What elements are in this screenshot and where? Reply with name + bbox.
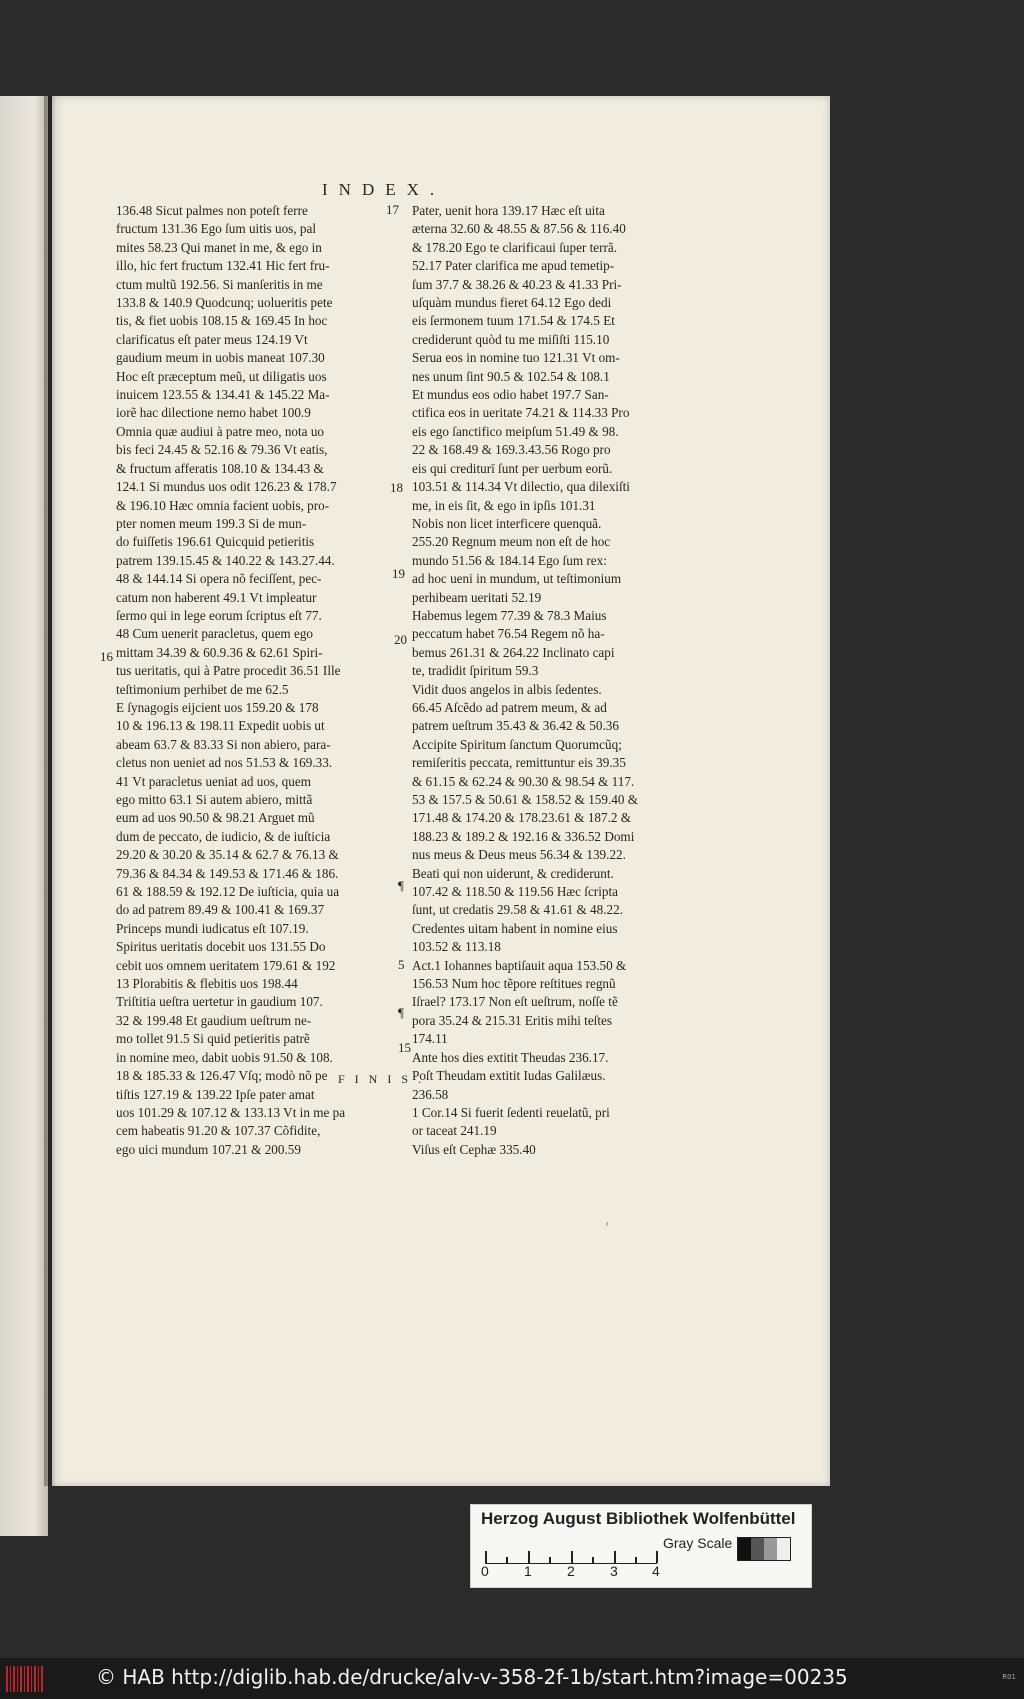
index-line: Nobis non licet interficere quenquã. [412,515,602,531]
barcode-icon [6,1666,44,1692]
index-line: tis, & fiet uobis 108.15 & 169.45 In hoc [116,313,328,329]
index-line: ego uici mundum 107.21 & 200.59 [116,1141,301,1157]
index-line: inuicem 123.55 & 134.41 & 145.22 Ma- [116,387,330,403]
index-line: ſunt, ut credatis 29.58 & 41.61 & 48.22. [412,902,623,918]
index-line: Princeps mundi iudicatus eſt 107.19. [116,920,309,936]
footer-url[interactable]: © HAB http://diglib.hab.de/drucke/alv-v-358-2f-1b/start.htm?image=00235 [96,1665,848,1689]
index-line: ego mitto 63.1 Si autem abiero, mittã [116,792,313,807]
index-line: Poſt Theudam extitit Iudas Galilæus. [412,1068,606,1084]
index-line: 124.1 Si mundus uos odit 126.23 & 178.7 [116,479,337,495]
scale-number: 1 [524,1563,532,1579]
index-line: illo, hic fert fructum 132.41 Hic fert fru- [116,258,330,274]
margin-number: 15 [398,1040,411,1055]
index-line: 61 & 188.59 & 192.12 De iuſticia, quia ua [116,884,340,900]
index-line: 174.11 [412,1031,448,1047]
index-line: 53 & 157.5 & 50.61 & 158.52 & 159.40 & [412,792,639,807]
index-line: Beati qui non uiderunt, & crediderunt. [412,865,614,881]
index-line: pora 35.24 & 215.31 Eritis mihi teſtes [412,1012,612,1028]
index-line: 48 Cum uenerit paracletus, quem ego [116,626,314,642]
margin-number: 5 [398,957,405,972]
index-line: remiſeritis peccata, remittuntur eis 39.35 [412,755,626,771]
index-line: patrem 139.15.45 & 140.22 & 143.27.44. [116,552,335,568]
index-line: uos 101.29 & 107.12 & 133.13 Vt in me pa [116,1104,346,1120]
index-line: pter nomen meum 199.3 Si de mun- [116,515,307,531]
index-line: eis ſermonem tuum 171.54 & 174.5 Et [412,313,615,329]
index-line: Serua eos in nomine tuo 121.31 Vt om- [412,350,620,366]
finis-mark: FINIS. [338,1072,432,1086]
index-line: gaudium meum in uobis maneat 107.30 [116,350,325,366]
color-scale-card [470,1504,812,1588]
index-line: Omnia quæ audiui à patre meo, nota uo [116,423,325,439]
index-line: & 61.15 & 62.24 & 90.30 & 98.54 & 117. [412,773,635,789]
index-line: cletus non ueniet ad nos 51.53 & 169.33. [116,755,333,771]
index-line: mundo 51.56 & 184.14 Ego ſum rex: [412,552,607,568]
index-line: 255.20 Regnum meum non eſt de hoc [412,534,611,550]
index-line: Hoc eſt præceptum meũ, ut diligatis uos [116,368,327,384]
index-line: perhibeam ueritati 52.19 [412,589,542,605]
index-line: 156.53 Num hoc tẽpore reſtitues regnũ [412,976,616,992]
gray-scale-label: Gray Scale [663,1535,733,1551]
index-line: te, tradidit ſpiritum 59.3 [412,663,539,679]
index-line: ſermo qui in lege eorum ſcriptus eſt 77. [116,607,322,623]
page-header: INDEX. [322,180,446,199]
library-name: Herzog August Bibliothek Wolfenbüttel [481,1509,796,1528]
index-line: æterna 32.60 & 48.55 & 87.56 & 116.40 [412,221,626,237]
index-line: ctifica eos in ueritate 74.21 & 114.33 Pro [412,405,630,421]
index-line: Pater, uenit hora 139.17 Hæc eſt uita [412,203,605,218]
scale-number: 4 [652,1563,660,1579]
previous-page-edge [0,96,48,1536]
index-line: mo tollet 91.5 Si quid petieritis patrẽ [116,1031,310,1047]
index-line: Viſus eſt Cephæ 335.40 [412,1141,536,1157]
index-line: clarificatus eſt pater meus 124.19 Vt [116,331,308,347]
index-line: Triſtitia ueſtra uertetur in gaudium 107. [116,994,323,1010]
index-line: Iſrael? 173.17 Non eſt ueſtrum, noſſe tẽ [412,994,618,1010]
index-line: or taceat 241.19 [412,1123,497,1139]
index-line: 136.48 Sicut palmes non poteſt ferre [116,203,308,218]
index-line: eum ad uos 90.50 & 98.21 Arguet mũ [116,810,315,826]
index-line: Ante hos dies extitit Theudas 236.17. [412,1049,609,1065]
pilcrow-mark: ¶ [398,1005,404,1020]
index-line: Credentes uitam habent in nomine eius [412,920,618,936]
index-line: 18 & 185.33 & 126.47 Vſq; modò nõ pe [116,1068,328,1084]
margin-number: 19 [392,566,405,581]
index-line: nus meus & Deus meus 56.34 & 139.22. [412,847,626,863]
index-line: 1 Cor.14 Si fuerit ſedenti reuelatũ, pri [412,1104,610,1120]
index-right-column [412,202,676,1159]
index-line: iorẽ hac dilectione nemo habet 100.9 [116,405,311,421]
scale-number: 3 [610,1563,618,1579]
index-line: 103.51 & 114.34 Vt dilectio, qua dilexiſti [412,479,630,495]
pilcrow-mark: ¶ [398,878,404,893]
index-line: 236.58 [412,1086,449,1102]
index-line: 66.45 Aſcẽdo ad patrem meum, & ad [412,699,607,715]
margin-number: 16 [100,649,113,664]
index-line: & fructum afferatis 108.10 & 134.43 & [116,460,324,476]
margin-number: 18 [390,480,403,495]
gutter-shadow [44,96,56,1486]
index-line: in nomine meo, dabit uobis 91.50 & 108. [116,1049,333,1065]
scale-number: 2 [567,1563,575,1579]
index-line: do ad patrem 89.49 & 100.41 & 169.37 [116,902,325,918]
index-line: 29.20 & 30.20 & 35.14 & 62.7 & 76.13 & [116,847,339,863]
index-line: patrem ueſtrum 35.43 & 36.42 & 50.36 [412,718,619,734]
index-line: abeam 63.7 & 83.33 Si non abiero, para- [116,736,331,752]
index-line: crediderunt quòd tu me miſiſti 115.10 [412,331,610,347]
index-line: 103.52 & 113.18 [412,939,501,955]
index-line: catum non haberent 49.1 Vt impleatur [116,589,317,605]
index-line: Spiritus ueritatis docebit uos 131.55 Do [116,939,326,955]
scale-number: 0 [481,1563,489,1579]
index-line: Vidit duos angelos in albis ſedentes. [412,681,602,697]
index-line: fructum 131.36 Ego ſum uitis uos, pal [116,221,316,237]
footer-code: R01 [1002,1673,1016,1681]
index-line: peccatum habet 76.54 Regem nõ ha- [412,626,605,642]
ink-blot: ʹ [605,1220,610,1239]
index-line: eis qui crediturī ſunt per uerbum eorũ. [412,460,613,476]
index-line: teſtimonium perhibet de me 62.5 [116,681,289,697]
index-line: 48 & 144.14 Si opera nõ feciſſent, pec- [116,571,322,587]
index-line: ad hoc ueni in mundum, ut teſtimonium [412,571,622,587]
index-line: eis ego ſanctifico meipſum 51.49 & 98. [412,423,619,439]
index-line: 22 & 168.49 & 169.3.43.56 Rogo pro [412,442,611,458]
index-line: tiſtis 127.19 & 139.22 Ipſe pater amat [116,1086,315,1102]
index-line: 32 & 199.48 Et gaudium ueſtrum ne- [116,1012,312,1028]
index-line: cem habeatis 91.20 & 107.37 Cõfidite, [116,1123,321,1139]
index-line: bis feci 24.45 & 52.16 & 79.36 Vt eatis, [116,442,328,458]
margin-number: 20 [394,632,407,647]
index-line: 10 & 196.13 & 198.11 Expedit uobis ut [116,718,325,734]
index-line: 133.8 & 140.9 Quodcunq; uolueritis pete [116,295,333,311]
index-line: mittam 34.39 & 60.9.36 & 62.61 Spiri- [116,644,323,660]
footer-bar [0,1658,1024,1699]
index-line: 188.23 & 189.2 & 192.16 & 336.52 Domi [412,828,635,844]
index-line: Act.1 Iohannes baptiſauit aqua 153.50 & [412,957,627,973]
index-line: bemus 261.31 & 264.22 Inclinato capi [412,644,615,660]
index-line: Habemus legem 77.39 & 78.3 Maius [412,607,607,623]
gray-scale-bar [737,1537,791,1561]
index-line: ctum multũ 192.56. Si manſeritis in me [116,276,323,292]
index-line: 79.36 & 84.34 & 149.53 & 171.46 & 186. [116,865,339,881]
index-line: do fuiſſetis 196.61 Quicquid petieritis [116,534,315,550]
index-left-column [116,202,384,1159]
index-line: 107.42 & 118.50 & 119.56 Hæc ſcripta [412,884,618,900]
index-line: 13 Plorabitis & flebitis uos 198.44 [116,976,298,992]
index-line: dum de peccato, de iudicio, & de iuſticia [116,828,331,844]
index-line: 41 Vt paracletus ueniat ad uos, quem [116,773,311,789]
index-line: & 178.20 Ego te clarificaui ſuper terrã. [412,239,618,255]
index-line: tus ueritatis, qui à Patre procedit 36.51 Ille [116,663,341,679]
index-line: Et mundus eos odio habet 197.7 San- [412,387,609,403]
index-line: 52.17 Pater clarifica me apud temetip- [412,258,615,274]
index-line: Accipite Spiritum ſanctum Quorumcũq; [412,736,622,752]
index-line: nes unum ſint 90.5 & 102.54 & 108.1 [412,368,610,384]
index-line: ſum 37.7 & 38.26 & 40.23 & 41.33 Pri- [412,276,622,292]
index-line: cebit uos omnem ueritatem 179.61 & 192 [116,957,336,973]
index-line: & 196.10 Hæc omnia facient uobis, pro- [116,497,330,513]
index-line: me, in eis ſit, & ego in ipſis 101.31 [412,497,596,513]
index-line: 171.48 & 174.20 & 178.23.61 & 187.2 & [412,810,632,826]
index-line: mites 58.23 Qui manet in me, & ego in [116,239,322,255]
margin-number: 17 [386,202,399,217]
index-line: E ſynagogis eijcient uos 159.20 & 178 [116,699,319,715]
index-line: uſquàm mundus fieret 64.12 Ego dedi [412,295,612,311]
